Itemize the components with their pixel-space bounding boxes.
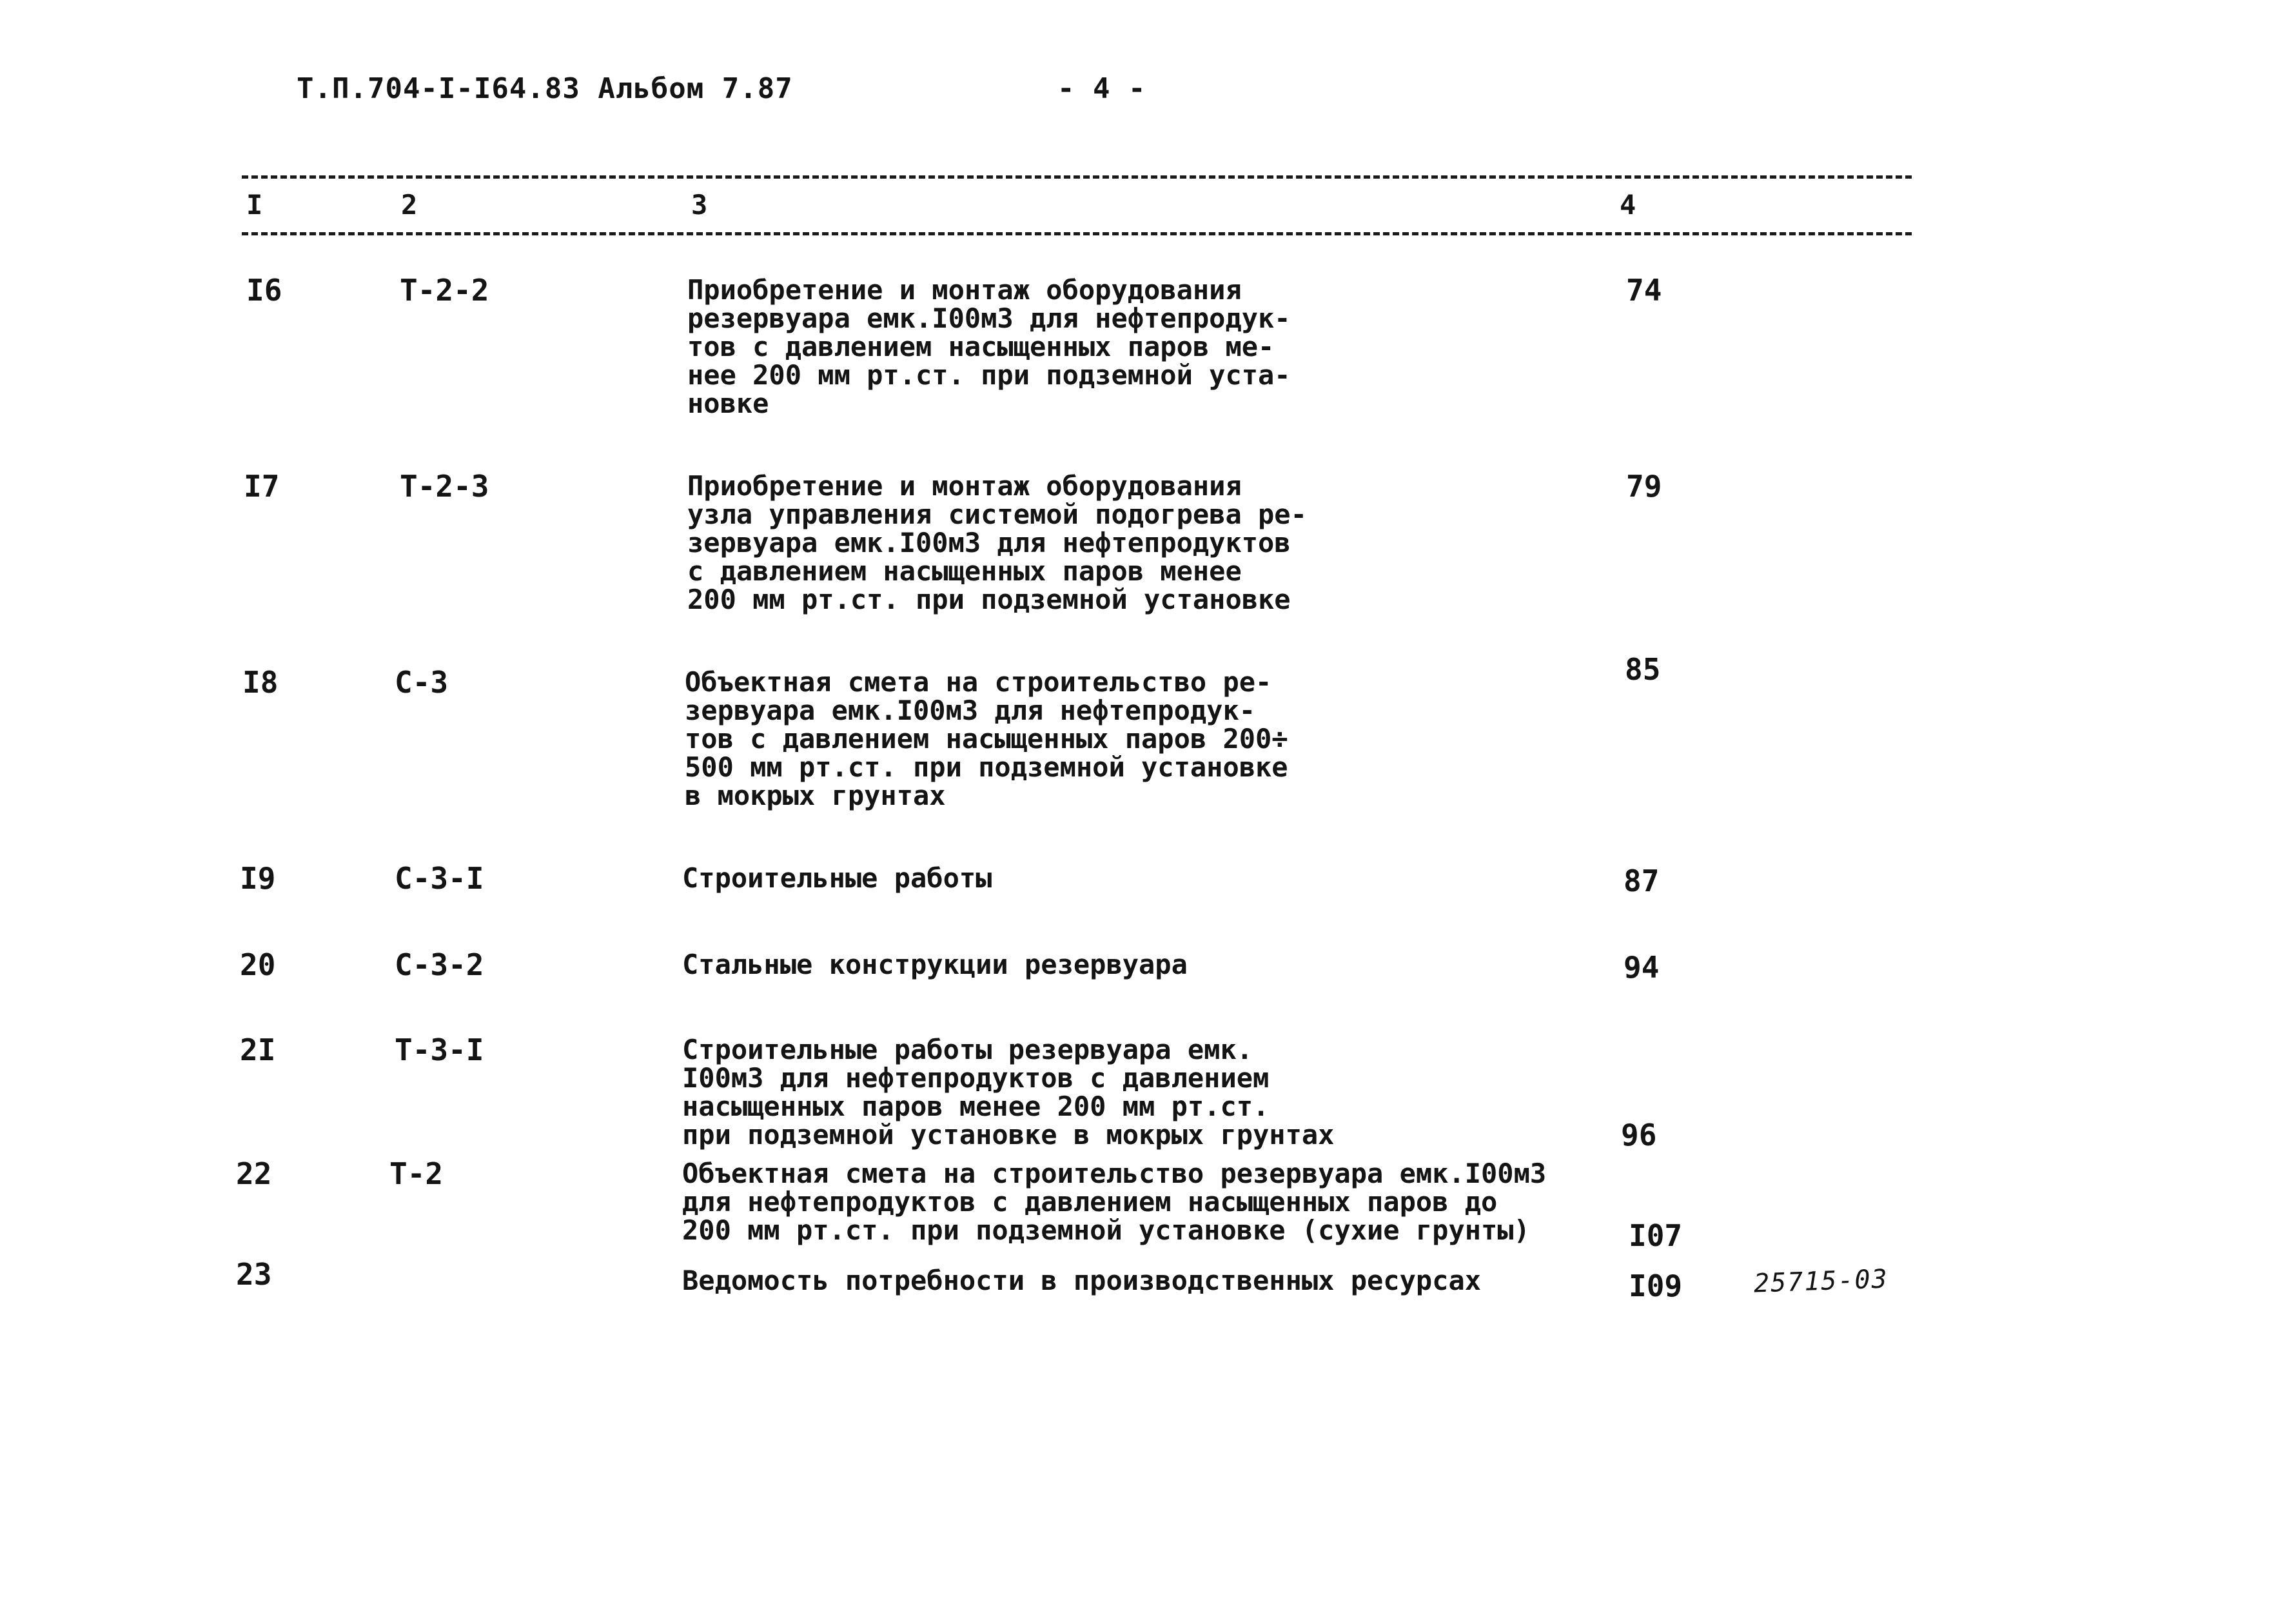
row-description: Строительные работы [682,862,992,894]
row-page: 87 [1624,864,1660,898]
page-number: - 4 - [1057,72,1146,105]
row-code: Т-2-2 [400,273,489,308]
row-number: 23 [236,1257,272,1292]
row-page: 79 [1626,469,1662,504]
row-number: I9 [240,861,276,896]
row-number: 20 [240,947,276,982]
row-code: С-3-2 [395,947,484,982]
column-header-1: I [246,189,263,221]
row-page: 74 [1626,273,1662,308]
row-description: Стальные конструкции резервуара [682,949,1188,980]
inventory-stamp: 25715-03 [1753,1264,1889,1299]
table-top-rule [242,175,1912,179]
row-number: 2I [240,1032,276,1067]
column-header-4: 4 [1620,189,1636,221]
row-description: Объектная смета на строительство ре- зервуара емк.I00м3 для нефтепродук- тов с давлением насыщенных паров 200÷ 500 мм рт.ст. при подземной установке в мокрых грунтах [685,666,1288,811]
row-number: I7 [244,469,280,504]
row-description: Приобретение и монтаж оборудования узла управления системой подогрева ре- зервуара емк.I00м3 для нефтепродуктов с давлением насыщенных паров менее 200 мм рт.ст. при подземной установке [687,470,1307,615]
row-page: 94 [1624,950,1660,985]
row-code: Т-3-I [395,1032,484,1067]
row-code: С-3-I [395,861,484,896]
column-header-3: 3 [691,189,708,221]
row-code: С-3 [395,665,449,700]
row-number: I6 [246,273,282,308]
row-number: I8 [242,665,279,700]
row-page: I09 [1629,1269,1683,1303]
row-page: 85 [1625,652,1661,687]
column-header-2: 2 [401,189,418,221]
table-header-rule [242,232,1912,235]
row-description: Приобретение и монтаж оборудования резервуара емк.I00м3 для нефтепродук- тов с давлением насыщенных паров ме- нее 200 мм рт.ст. при подземной уста- новке [687,274,1291,419]
row-description: Строительные работы резервуара емк. I00м3 для нефтепродуктов с давлением насыщенных паров менее 200 мм рт.ст. при подземной установке в мокрых грунтах [682,1034,1335,1151]
row-code: Т-2-3 [400,469,489,504]
row-page: 96 [1621,1118,1657,1152]
document-code: Т.П.704-I-I64.83 Альбом 7.87 [297,72,793,105]
row-number: 22 [236,1156,272,1191]
row-description: Ведомость потребности в производственных ресурсах [682,1265,1482,1296]
row-page: I07 [1629,1218,1683,1253]
row-description: Объектная смета на строительство резервуара емк.I00м3 для нефтепродуктов с давлением насыщенных паров до 200 мм рт.ст. при подземной установке (сухие грунты) [682,1158,1547,1246]
row-code: Т-2 [389,1156,444,1191]
